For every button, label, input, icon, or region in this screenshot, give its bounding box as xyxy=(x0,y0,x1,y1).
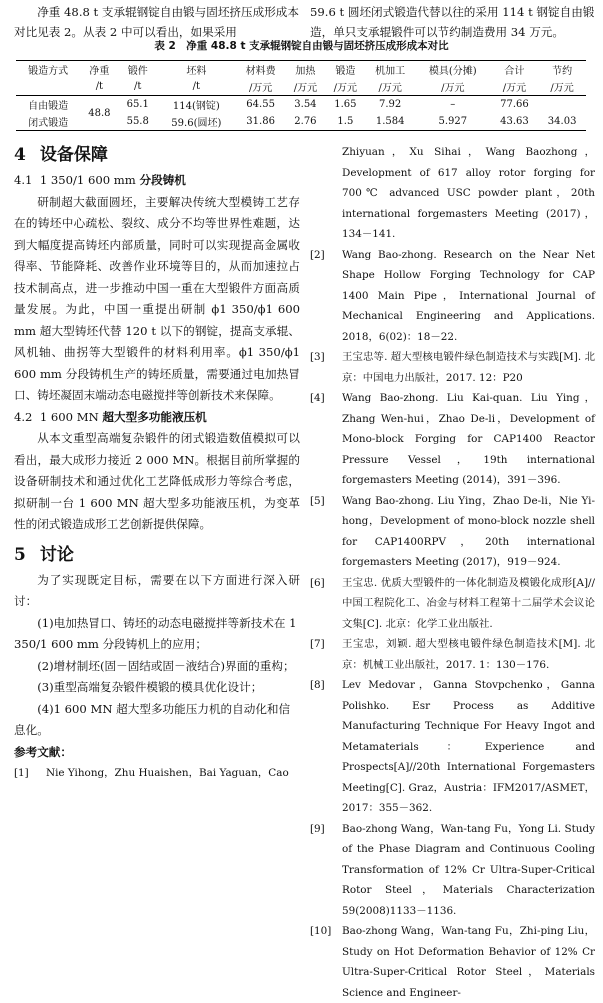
unit-cell: /t xyxy=(95,81,104,92)
reference-item xyxy=(14,763,300,784)
header-cell: 机加工 xyxy=(375,66,406,77)
table-header-row xyxy=(16,61,586,79)
reference-item xyxy=(310,634,595,675)
reference-item xyxy=(310,347,595,388)
unit-cell xyxy=(16,78,80,96)
net-weight-cell: 48.8 xyxy=(88,107,111,119)
table-unit-row xyxy=(16,78,586,96)
header-cell: 材料费 xyxy=(245,66,276,77)
table-cell: 1.5 xyxy=(337,116,354,127)
reference-number: [4] xyxy=(310,392,325,404)
unit-cell: /t xyxy=(134,81,142,92)
unit-cell: /万元 xyxy=(441,83,465,94)
reference-number: [10] xyxy=(310,925,332,937)
reference-text: Wang Bao-zhong. Liu Kai-quan. Liu Ying，Zhang Wen-hui，Zhao De-li，Development of Mono-block Forging for CAP1400 Reactor Pressure Vessel，19th international forgemasters Meeting (2014)，391－396. xyxy=(342,392,595,486)
section-number: 4 xyxy=(14,145,26,165)
list-item: (2)增材制坯(固－固结或固－液结合)界面的重构； xyxy=(37,658,295,673)
list-item: (3)重型高端复杂锻件模锻的模具优化设计； xyxy=(37,680,263,694)
paragraph: 为了实现既定目标，需要在以下方面进行深入研讨： xyxy=(14,572,300,608)
table-cell: 7.92 xyxy=(379,99,402,110)
paragraph: 从本文重型高端复杂锻件的闭式锻造数值模拟可以看出，最大成形力接近 2 000 MN。根据目前所掌握的设备研制技术和通过优化工艺降低成形力等综合考虑，拟研制一台 1 600 MN 超大型多功能液压机，为变革性的闭式锻造成形工艺创新提供保障。 xyxy=(14,431,300,531)
subsection-title: 分段铸机 xyxy=(139,173,186,187)
reference-number: [9] xyxy=(310,822,325,835)
unit-cell: /万元 xyxy=(293,83,318,94)
reference-item xyxy=(310,491,595,573)
header-cell: 锻造 xyxy=(335,66,356,77)
table-cell: 2.76 xyxy=(294,116,317,127)
top-left-text: 净重 48.8 t 支承辊钢锭自由锻与固坯挤压成形成本对比见表 2。从表 2 中可以看出，如果采用 xyxy=(14,5,299,39)
header-cell: 锻件 xyxy=(127,66,148,77)
subsection-4-1-heading xyxy=(14,170,300,192)
table-cell: 31.86 xyxy=(246,116,275,127)
reference-text: Bao-zhong Wang，Wan-tang Fu，Yong Li. Study of the Phase Diagram and Continuous Cooling Transformation of 12% Cr Ultra-Super-Critical Rotor Steel，Materials Characterization 59(2008)1133－1136. xyxy=(342,822,595,917)
paragraph: 研制超大截面圆坯，主要解决传统大型模铸工艺存在的铸坯中心疏松、裂纹、成分不均等世界性难题，达到大幅度提高铸坯内部质量，同时可以实现提高金属收得率、节能降耗、改善作业环境等目的，从而加速拉占技术制高点，进一步推动中国一重在大型锻件方面高质量发展。为此，中国一重提出研制 ϕ1 350/ϕ1 600 mm 超大型铸坯代替 120 t 以下的钢锭，提高支承辊、风机轴、曲拐等大型锻件的材料利用率。ϕ1 350/ϕ1 600 mm 分段铸机生产的铸坯质量，需要通过电加热冒口、铸坯凝固末端动态电磁搅拌等创新技术来保障。 xyxy=(14,194,300,402)
reference-number: [3] xyxy=(310,351,325,363)
unit-cell: /万元 xyxy=(502,83,527,94)
unit-cell: /万元 xyxy=(550,83,574,94)
table-cell: – xyxy=(450,99,456,110)
subsection-prefix: 1 350/1 600 mm xyxy=(39,173,136,187)
header-cell: 加热 xyxy=(295,66,316,77)
table-cell: 114(钢锭) xyxy=(172,101,220,112)
section-title: 设备保障 xyxy=(39,145,108,165)
reference-text: Bao-zhong Wang，Wan-tang Fu，Zhi-ping Liu，Study on Hot Deformation Behavior of 12% Cr Ultra-Super-Critical Rotor Steel，Materials Science and Engineer- xyxy=(342,925,595,999)
table-cell: 43.63 xyxy=(500,116,529,127)
reference-item xyxy=(310,388,595,491)
reference-number: [8] xyxy=(310,679,325,691)
reference-text: Wang Bao-zhong. Research on the Near Net Shape Hollow Forging Technology for CAP 1400 Main Pipe，International Journal of Mechanical Engineering and Applications. 2018，6(02)：18－22. xyxy=(342,248,595,343)
section-number: 5 xyxy=(14,544,26,565)
reference-number: [7] xyxy=(310,638,325,650)
subsection-4-2-heading xyxy=(14,407,300,429)
reference-item xyxy=(310,675,595,819)
table-cell: 3.54 xyxy=(294,99,317,110)
header-cell: 净重 xyxy=(89,66,110,77)
left-column xyxy=(14,140,300,784)
reference-text: 王宝忠等. 超大型核电锻件绿色制造技术与实践[M]. 北京：中国电力出版社，2017. 12：P20 xyxy=(342,351,595,384)
header-cell: 模具(分摊) xyxy=(428,66,477,77)
cost-comparison-table xyxy=(16,60,586,131)
table-caption: 表 2 净重 48.8 t 支承辊钢锭自由锻与固坯挤压成形成本对比 xyxy=(154,40,449,52)
list-item: (4)1 600 MN 超大型多功能压力机的自动化和信息化。 xyxy=(14,701,291,737)
reference-number: [2] xyxy=(310,248,325,261)
header-cell: 锻造方式 xyxy=(28,66,69,77)
unit-cell: /万元 xyxy=(248,83,273,94)
table-cell: 59.6(圆坯) xyxy=(171,118,222,129)
table-cell: 自由锻造 xyxy=(28,101,69,112)
section-5-heading xyxy=(14,540,300,570)
table-cell: 65.1 xyxy=(126,99,149,110)
reference-text: 王宝忠，刘颖. 超大型核电锻件绿色制造技术[M]. 北京：机械工业出版社，2017. 1：130－176. xyxy=(342,638,595,671)
reference-item xyxy=(310,819,595,922)
subsection-prefix: 1 600 MN xyxy=(39,409,99,424)
reference-number: [1] xyxy=(14,767,29,779)
unit-cell: /万元 xyxy=(378,83,402,94)
reference-item xyxy=(310,921,595,1003)
subsection-number: 4.2 xyxy=(14,409,33,424)
reference-continuation xyxy=(310,142,595,245)
section-4-heading xyxy=(14,140,300,170)
subsection-title: 超大型多功能液压机 xyxy=(102,409,207,424)
table-cell: 5.927 xyxy=(438,116,468,127)
reference-text: Lev Medovar，Ganna Stovpchenko，Ganna Polishko. Esr Process as Additive Manufacturing Technique For Heavy Ingot and Metamaterials：Experience and Prospects[A]//20th International Forgemasters Meeting[C]. Graz，Austria：IFM2017/ASMET，2017：355－362. xyxy=(342,679,595,814)
reference-text: Nie Yihong，Zhu Huaishen，Bai Yaguan，Cao xyxy=(46,767,289,779)
reference-number: [6] xyxy=(310,576,325,589)
table-row xyxy=(16,96,586,114)
top-right-text: 59.6 t 圆坯闭式锻造代替以往的采用 114 t 钢锭自由锻造，单只支承辊锻件可以节约制造费用 34 万元。 xyxy=(310,5,595,39)
header-cell: 节约 xyxy=(552,66,573,77)
table-cell: 64.55 xyxy=(246,99,275,110)
table-cell: 1.65 xyxy=(334,99,357,110)
section-title: 讨论 xyxy=(39,544,74,565)
header-cell: 坯料 xyxy=(186,66,207,77)
reference-text: 王宝忠. 优质大型锻件的一体化制造及模锻化成形[A]//中国工程院化工、冶金与材料工程第十二届学术会议论文集[C]. 北京：化学工业出版社. xyxy=(342,576,595,630)
right-column xyxy=(310,142,595,1003)
reference-text: Zhiyuan，Xu Sihai，Wang Baozhong，Development of 617 alloy rotor forging for 700℃ advanced USC powder plant，20th international forgemasters Meeting (2017)，134－141. xyxy=(342,146,595,240)
unit-cell: /t xyxy=(192,81,201,92)
reference-item xyxy=(310,573,595,635)
reference-text: Wang Bao-zhong. Liu Ying，Zhao De-li，Nie Yi-hong，Development of mono-block nozzle shell for CAP1400RPV，20th international forgemasters Meeting (2017)，919－924. xyxy=(342,494,595,568)
table-cell: 77.66 xyxy=(500,99,529,110)
table-cell: 34.03 xyxy=(547,116,577,127)
header-cell: 合计 xyxy=(504,66,525,77)
subsection-number: 4.1 xyxy=(14,173,33,187)
table-cell: 55.8 xyxy=(126,116,149,127)
table-cell xyxy=(538,96,586,114)
list-item: (1)电加热冒口、铸坯的动态电磁搅拌等新技术在 1 350/1 600 mm 分段铸机上的应用； xyxy=(14,615,297,651)
reference-item xyxy=(310,245,595,348)
references-heading: 参考文献： xyxy=(14,744,72,759)
table-cell: 闭式锻造 xyxy=(28,118,69,129)
unit-cell: /万元 xyxy=(333,83,358,94)
reference-number: [5] xyxy=(310,494,325,507)
table-cell: 1.584 xyxy=(375,116,405,127)
